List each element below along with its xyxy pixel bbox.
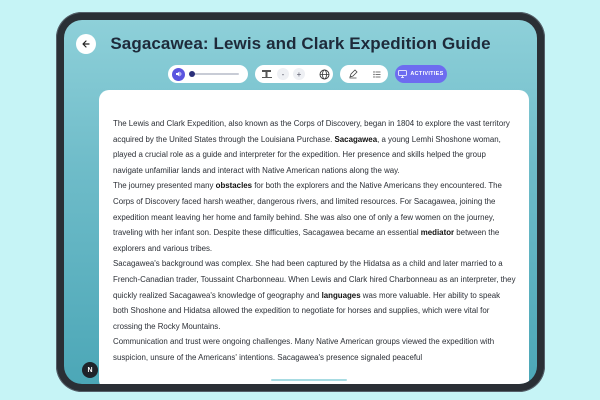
activities-label: ACTIVITIES [410,71,444,77]
toolbar [64,65,537,83]
speaker-icon [175,70,183,78]
article-paragraph [113,334,517,365]
text-run: Sacagawea's background was complex. She had been captured by the Hidatsa as a child and later married to a French-Canadian trader, Toussaint Charbonneau. When Lewis and Clark hired Charbonneau as an interpreter, they quickly realized Sacagawea's knowledge of geography and [113,259,516,300]
vocabulary-term[interactable]: mediator [420,228,455,238]
text-run: The journey presented many [113,181,216,191]
monitor-icon [398,70,407,78]
annotation-tools [340,65,388,83]
text-run: The Lewis and Clark Expedition, also known as the Corps of Discovery, began in 1804 to explore the vast territory acquired by the United States through the Louisiana Purchase. [113,119,510,144]
vocabulary-term[interactable]: obstacles [215,181,253,191]
pencil-icon[interactable] [348,69,358,79]
article-paragraph [113,116,517,178]
text-run: was more valuable. Her ability to speak both Shoshone and Hidatsa allowed the expedition to negotiate for horses and supplies, which were vital for crossing the Rocky Mountains. [113,290,501,331]
activities-button[interactable] [395,65,447,83]
article-paragraph [113,256,517,334]
home-indicator [271,379,347,381]
audio-play-button[interactable] [172,68,185,81]
font-increase-button[interactable]: + [293,68,305,80]
text-run: between the explorers and various tribes. [113,228,500,253]
page-title: Sagacawea: Lewis and Clark Expedition Guide [110,34,491,53]
article-paragraph [113,178,517,256]
font-decrease-button[interactable]: - [277,68,289,80]
article-text [113,116,517,366]
text-run: for both the explorers and the Native Americans they encountered. The Corps of Discovery faced harsh weather, dangerous rivers, and limited resources. For Sacagawea, joining the expedition meant leaving her home and family behind. She was also one of only a few women on the journey, traveling with her infant son. Despite these difficulties, Sacagawea became an essential [113,181,502,238]
text-size-icon[interactable] [261,69,273,79]
audio-player [168,65,248,83]
vocabulary-term[interactable]: Sacagawea [334,134,378,144]
reading-tools [255,65,333,83]
text-run: , a young Lemhi Shoshone woman, played a crucial role as a guide and interpreter for the expedition. Her presence and skills helped the group navigate unfamiliar lands and interact with Native American nations along the way. [113,134,501,175]
app-screen [64,20,537,384]
globe-icon[interactable] [319,69,330,80]
list-icon[interactable] [372,69,382,79]
reading-panel [99,90,529,384]
audio-progress-handle[interactable] [189,71,195,77]
audio-progress-slider[interactable] [191,73,239,75]
notification-badge[interactable]: N [82,362,98,378]
vocabulary-term[interactable]: languages [321,290,361,300]
text-run: Communication and trust were ongoing challenges. Many Native American groups viewed the expedition with suspicion, unsure of the Americans' intentions. Sacagawea's presence signaled peaceful [113,337,495,362]
tablet-frame [56,12,545,392]
